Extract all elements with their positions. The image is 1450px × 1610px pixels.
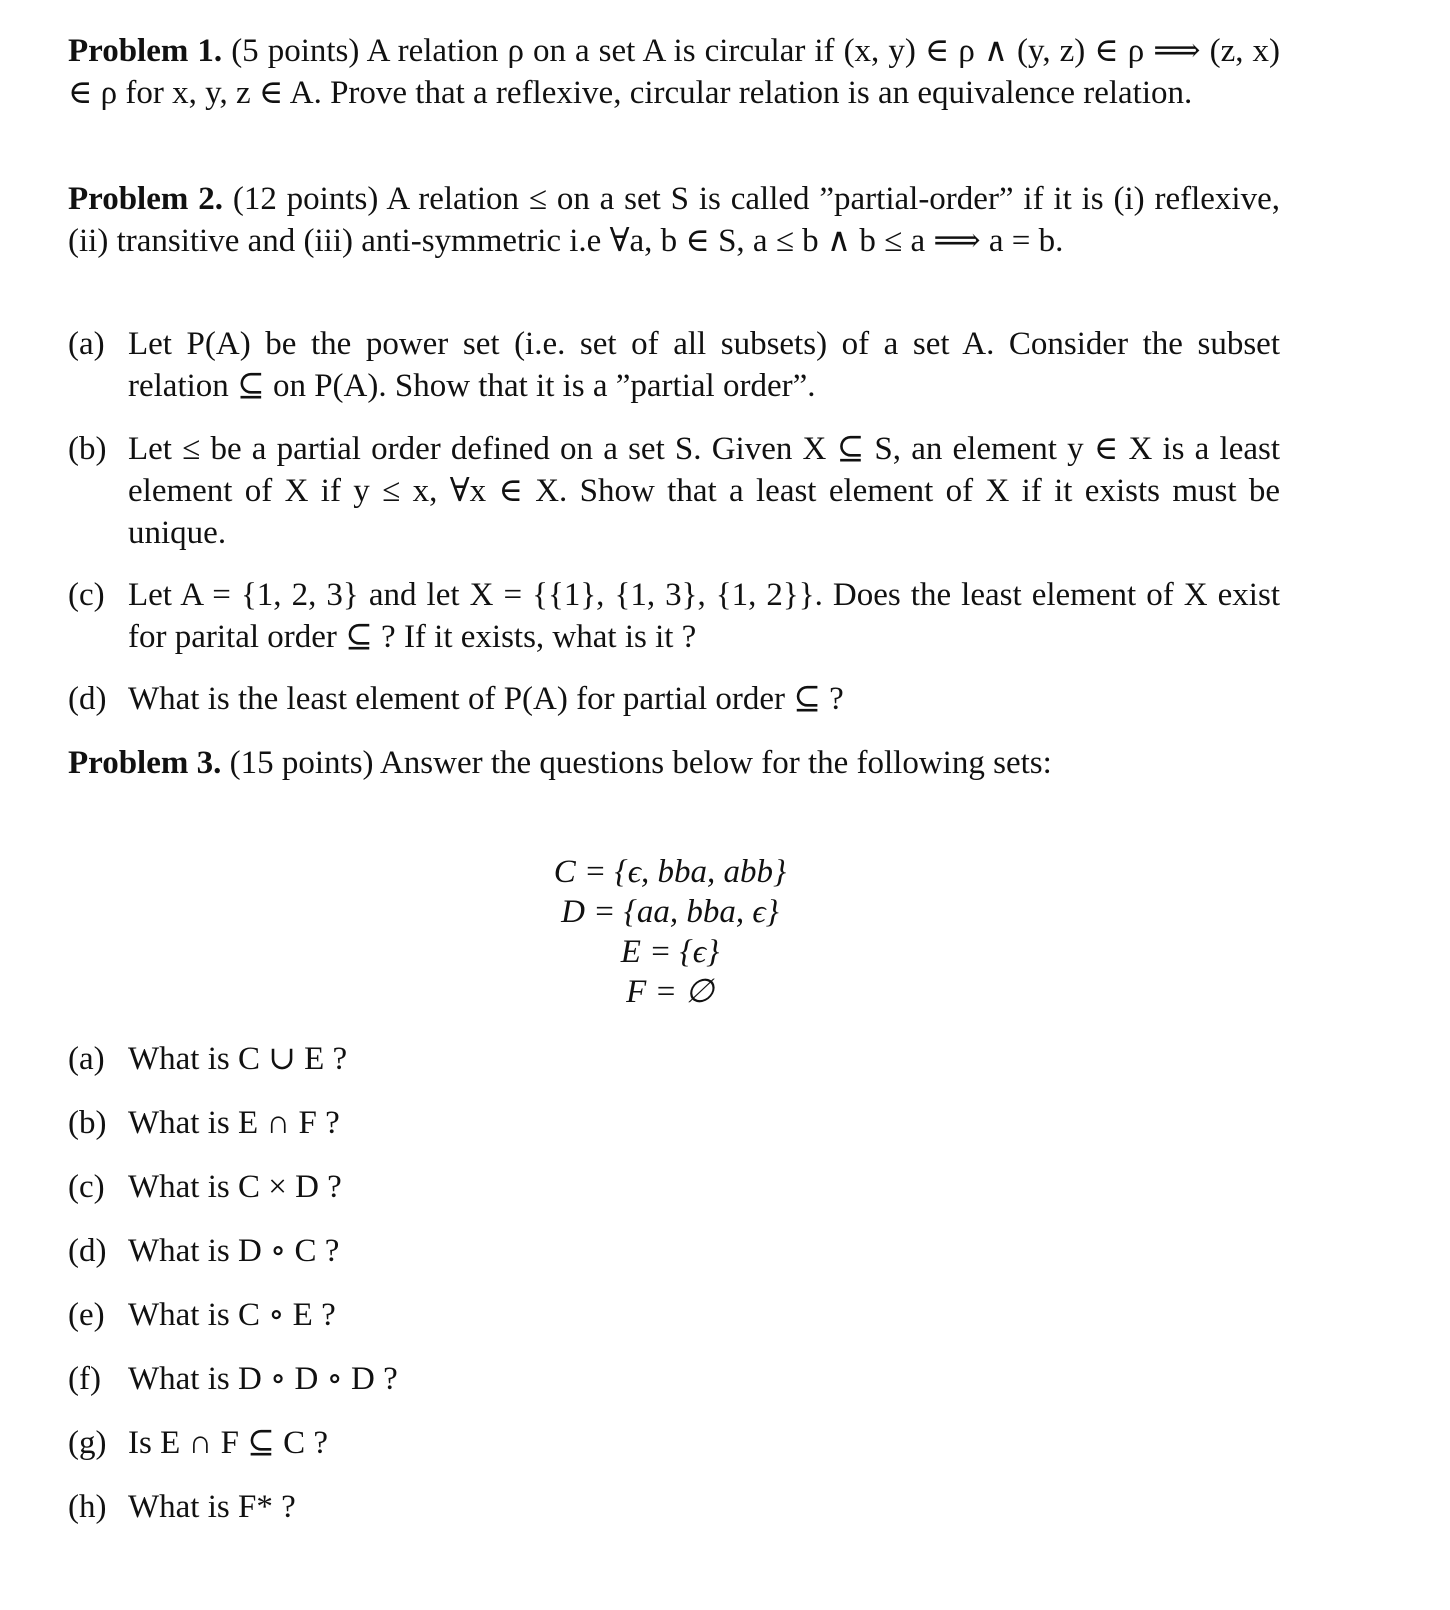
problem-2-body: (12 points) A relation ≤ on a set S is called ”partial-order” if it is (i) reflexive, (ii) transitive and (iii) anti-symmetric i.e ∀a, b ∈ S, a ≤ b ∧ b ≤ a ⟹ a = b.	[68, 181, 1280, 259]
part-label: (b)	[68, 1105, 107, 1141]
problem-3-part-e	[68, 1294, 1280, 1336]
problem-2-part-b	[68, 428, 1280, 554]
problem-3-part-c	[68, 1166, 1280, 1208]
problem-2-part-a	[68, 323, 1280, 407]
part-text: What is D ∘ D ∘ D ?	[128, 1361, 398, 1397]
part-text: Let ≤ be a partial order defined on a set S. Given X ⊆ S, an element y ∈ X is a least element of X if y ≤ x, ∀x ∈ X. Show that a least element of X if it exists must be unique.	[128, 431, 1280, 551]
problem-3-title: Problem 3.	[68, 745, 222, 781]
part-label: (a)	[68, 1041, 105, 1077]
problem-3-body: (15 points) Answer the questions below for the following sets:	[229, 745, 1052, 781]
problem-3-part-d	[68, 1230, 1280, 1272]
equation-c: C = {ϵ, bba, abb}	[553, 854, 787, 890]
problem-1-title: Problem 1.	[68, 33, 223, 69]
part-text: What is C ∘ E ?	[128, 1297, 336, 1333]
part-label: (a)	[68, 326, 105, 362]
equation-f: F = ∅	[626, 974, 714, 1010]
problem-3-part-b	[68, 1102, 1280, 1144]
equation-d: D = {aa, bba, ϵ}	[561, 894, 779, 930]
part-text: What is the least element of P(A) for partial order ⊆ ?	[128, 681, 844, 717]
problem-2-title: Problem 2.	[68, 181, 223, 217]
part-label: (b)	[68, 431, 107, 467]
part-text: What is C ∪ E ?	[128, 1041, 348, 1077]
problem-3-part-h	[68, 1486, 1280, 1528]
problem-3	[68, 742, 1280, 784]
part-label: (g)	[68, 1425, 107, 1461]
problem-3-part-g	[68, 1422, 1280, 1464]
part-text: Let P(A) be the power set (i.e. set of all subsets) of a set A. Consider the subset relation ⊆ on P(A). Show that it is a ”partial order”.	[128, 326, 1280, 404]
part-label: (d)	[68, 681, 107, 717]
problem-1	[68, 30, 1280, 114]
part-text: What is D ∘ C ?	[128, 1233, 340, 1269]
problem-2-part-d	[68, 678, 1280, 720]
problem-2	[68, 178, 1280, 262]
part-text: What is E ∩ F ?	[128, 1105, 340, 1141]
part-label: (e)	[68, 1297, 105, 1333]
part-label: (c)	[68, 577, 105, 613]
part-label: (d)	[68, 1233, 107, 1269]
part-label: (f)	[68, 1361, 101, 1397]
part-label: (c)	[68, 1169, 105, 1205]
part-text: Is E ∩ F ⊆ C ?	[128, 1425, 328, 1461]
problem-1-body: (5 points) A relation ρ on a set A is circular if (x, y) ∈ ρ ∧ (y, z) ∈ ρ ⟹ (z, x) ∈ ρ for x, y, z ∈ A. Prove that a reflexive, circular relation is an equivalence relation.	[68, 33, 1280, 111]
part-text: What is F* ?	[128, 1489, 296, 1525]
problem-3-part-f	[68, 1358, 1280, 1400]
part-text: Let A = {1, 2, 3} and let X = {{1}, {1, 3}, {1, 2}}. Does the least element of X exist for parital order ⊆ ? If it exists, what is it ?	[128, 577, 1280, 655]
part-text: What is C × D ?	[128, 1169, 342, 1205]
problem-2-part-c	[68, 574, 1280, 658]
part-label: (h)	[68, 1489, 107, 1525]
equation-e: E = {ϵ}	[620, 934, 720, 970]
set-definitions	[470, 852, 870, 1012]
problem-3-part-a	[68, 1038, 1280, 1080]
